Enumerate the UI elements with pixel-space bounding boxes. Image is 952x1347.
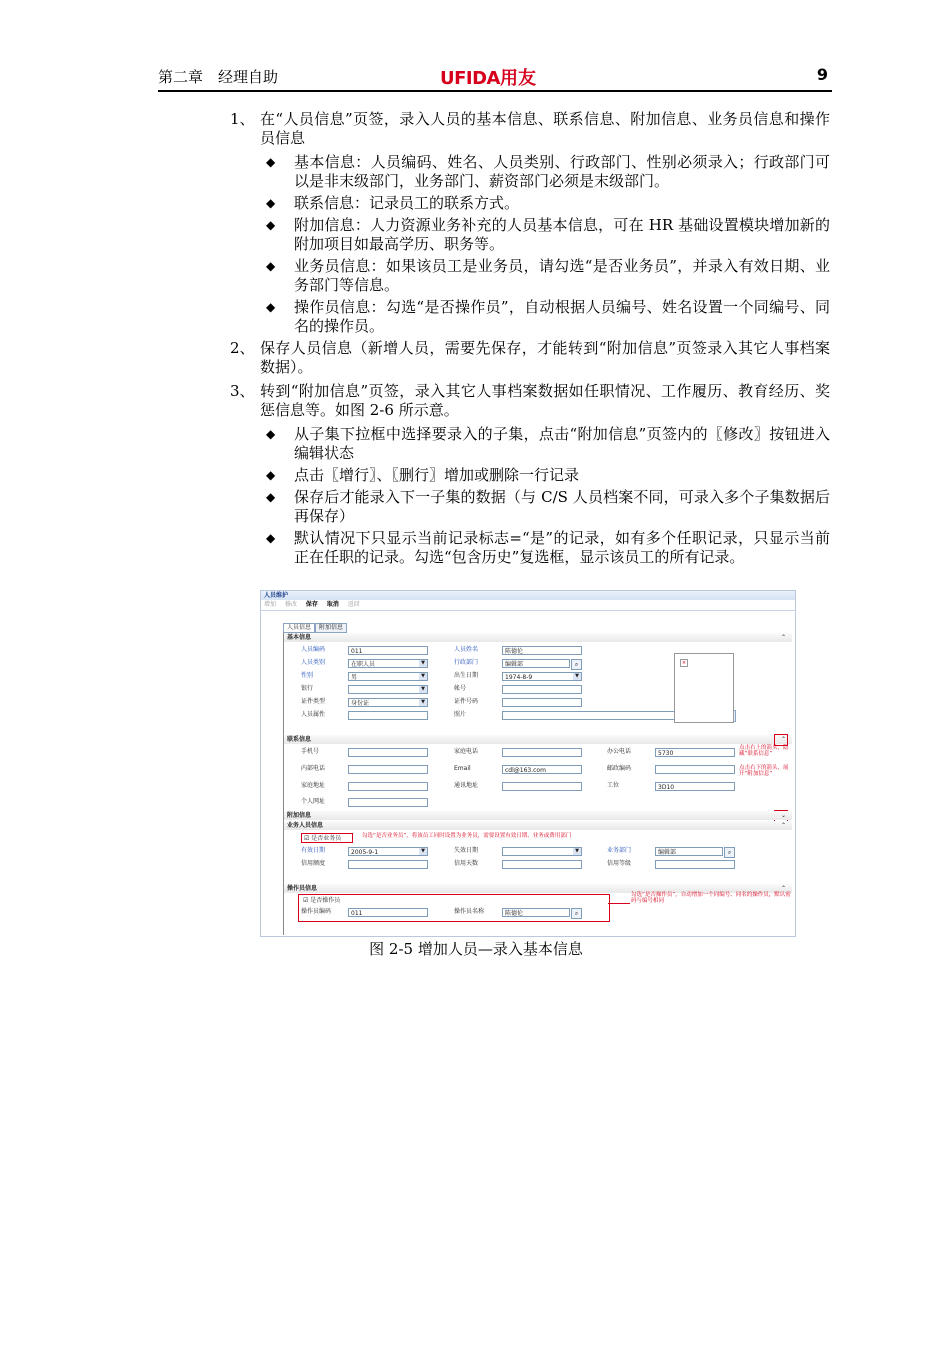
bullet-item: ◆ 基本信息：人员编码、姓名、人员类别、行政部门、性别必须录入；行政部门可以是非末级部门，业务部门、薪资部门必须是末级部门。 bbox=[266, 153, 830, 190]
section-operator: 操作员信息 ⌃ bbox=[284, 884, 792, 893]
list-item: 3、 转到“附加信息”页签，录入其它人事档案数据如任职情况、工作履历、教育经历、奖惩信息等。如图 2-6 所示意。 bbox=[230, 382, 830, 419]
dropdown-icon: ▼ bbox=[419, 673, 427, 680]
idtype-select[interactable]: 身份证 ▼ bbox=[348, 698, 428, 707]
window-title: 人员维护 bbox=[261, 591, 795, 600]
bullet-item: ◆ 联系信息：记录员工的联系方式。 bbox=[266, 194, 520, 212]
tab-person-info[interactable]: 人员信息 bbox=[283, 623, 315, 633]
ufida-logo: UFIDA用友 bbox=[440, 68, 536, 89]
person-name-input[interactable]: 陈德伦 bbox=[502, 646, 582, 655]
mail-addr-input[interactable] bbox=[502, 782, 582, 791]
home-addr-input[interactable] bbox=[348, 782, 428, 791]
page-header bbox=[158, 64, 832, 92]
search-icon[interactable]: ⌕ bbox=[571, 659, 582, 670]
label: 出生日期 bbox=[454, 672, 479, 679]
birthdate-picker[interactable]: 1974-8-9 ▼ bbox=[502, 672, 582, 681]
chapter-title: 第二章 经理自助 bbox=[158, 68, 279, 86]
label: 操作员名称 bbox=[454, 908, 485, 915]
expand-icon[interactable]: ⌄ bbox=[780, 812, 786, 819]
section-sales: 业务人员信息 ⌃ bbox=[284, 821, 792, 830]
dropdown-icon: ▼ bbox=[573, 848, 581, 855]
section-contact: 联系信息 ⌃ bbox=[284, 735, 792, 744]
dropdown-icon: ▼ bbox=[419, 848, 427, 855]
annotation-expand: 点击右下的箭头，展开“附加信息” bbox=[739, 765, 789, 777]
is-operator-checkbox[interactable]: ☑ 是否操作员 bbox=[303, 897, 341, 904]
annotation-operator: 勾选“是否操作员”，自动增加一个同编号、同名的操作员，默认密码与编号相同 bbox=[631, 892, 791, 904]
email-input[interactable]: cdl@163.com bbox=[502, 765, 582, 774]
label: 信用等级 bbox=[607, 860, 632, 867]
body-text bbox=[230, 110, 830, 570]
back-button[interactable]: 返回 bbox=[347, 601, 360, 608]
inner-phone-input[interactable] bbox=[348, 765, 428, 774]
credit-level-input[interactable] bbox=[655, 860, 735, 869]
list-item: 2、 保存人员信息（新增人员，需要先保存，才能转到“附加信息”页签录入其它人事档案数据）。 bbox=[230, 339, 830, 376]
bullet-item: ◆ 操作员信息：勾选“是否操作员”，自动根据人员编号、姓名设置一个同编号、同名的操作员。 bbox=[266, 298, 830, 335]
station-input[interactable]: 3D10 bbox=[655, 782, 735, 791]
label: 信用天数 bbox=[454, 860, 479, 867]
attr-input[interactable] bbox=[348, 711, 428, 720]
homepage-input[interactable] bbox=[348, 798, 428, 807]
label: 信用额度 bbox=[301, 860, 326, 867]
account-input[interactable] bbox=[502, 685, 582, 694]
label: 人员属性 bbox=[301, 711, 326, 718]
save-button[interactable]: 保存 bbox=[305, 601, 318, 608]
label: 证件号码 bbox=[454, 698, 479, 705]
credit-days-input[interactable] bbox=[502, 860, 582, 869]
label: 通讯地址 bbox=[454, 782, 479, 789]
collapse-icon[interactable]: ⌃ bbox=[780, 736, 786, 743]
list-item: 1、 在“人员信息”页签，录入人员的基本信息、联系信息、附加信息、业务员信息和操作员信息 bbox=[230, 110, 830, 147]
bank-select[interactable] bbox=[348, 685, 428, 694]
home-phone-input[interactable] bbox=[502, 748, 582, 757]
label: 人员类别 bbox=[301, 659, 326, 666]
figure-caption: 图 2-5 增加人员—录入基本信息 bbox=[369, 940, 583, 958]
annotation-sales: 勾选“是否业务员”，将该员工同时设置为业务员，需要设置有效日期、业务或费用部门 bbox=[362, 833, 572, 839]
section-basic: 基本信息 ⌃ bbox=[284, 633, 792, 642]
label: 失效日期 bbox=[454, 847, 479, 854]
annotation-line bbox=[608, 903, 630, 904]
bullet-item: ◆ 点击〖增行〗、〖删行〗增加或删除一行记录 bbox=[266, 466, 580, 484]
bullet-item: ◆ 保存后才能录入下一子集的数据（与 C/S 人员档案不同，可录入多个子集数据后再保存） bbox=[266, 488, 830, 525]
expire-date-picker[interactable] bbox=[502, 847, 582, 856]
label: 性别 bbox=[301, 672, 314, 679]
label: 人员编码 bbox=[301, 646, 326, 653]
bullet-item: ◆ 默认情况下只显示当前记录标志=“是”的记录，如有多个任职记录，只显示当前正在任职的记录。勾选“包含历史”复选框，显示该员工的所有记录。 bbox=[266, 529, 830, 566]
label: 工位 bbox=[607, 782, 620, 789]
label: 业务部门 bbox=[607, 847, 632, 854]
label: Email bbox=[454, 765, 471, 772]
sex-select[interactable]: 男 ▼ bbox=[348, 672, 428, 681]
label: 个人网址 bbox=[301, 798, 326, 805]
label: 有效日期 bbox=[301, 847, 326, 854]
office-phone-input[interactable]: 5730 bbox=[655, 748, 735, 757]
valid-date-picker[interactable]: 2005-9-1 ▼ bbox=[348, 847, 428, 856]
dropdown-icon: ▼ bbox=[419, 686, 427, 693]
person-form bbox=[283, 633, 792, 935]
label: 手机号 bbox=[301, 748, 320, 755]
dept-input[interactable]: 编辑部 bbox=[502, 659, 570, 668]
bullet-item: ◆ 附加信息：人力资源业务补充的人员基本信息，可在 HR 基础设置模块增加新的附加项目如最高学历、职务等。 bbox=[266, 216, 830, 253]
section-extra: 附加信息 ⌄ bbox=[284, 811, 792, 820]
photo-path-input[interactable] bbox=[502, 711, 694, 720]
zip-input[interactable] bbox=[655, 765, 735, 774]
dropdown-icon: ▼ bbox=[573, 673, 581, 680]
bullet-item: ◆ 从子集下拉框中选择要录入的子集，点击“附加信息”页签内的〖修改〗按钮进入编辑状态 bbox=[266, 425, 830, 462]
search-icon[interactable]: ⌕ bbox=[571, 908, 582, 919]
is-salesman-checkbox[interactable]: ☑ 是否业务员 bbox=[301, 833, 353, 843]
collapse-icon[interactable]: ⌃ bbox=[780, 885, 786, 892]
label: 家庭地址 bbox=[301, 782, 326, 789]
person-code-input[interactable]: 011 bbox=[348, 646, 428, 655]
collapse-icon[interactable]: ⌃ bbox=[780, 822, 786, 829]
dropdown-icon: ▼ bbox=[419, 660, 427, 667]
label: 家庭电话 bbox=[454, 748, 479, 755]
label: 银行 bbox=[301, 685, 314, 692]
operator-name-input[interactable]: 陈德伦 bbox=[502, 908, 570, 917]
idno-input[interactable] bbox=[502, 698, 582, 707]
bullet-item: ◆ 业务员信息：如果该员工是业务员，请勾选“是否业务员”，并录入有效日期、业务部门等信息。 bbox=[266, 257, 830, 294]
search-icon[interactable]: ⌕ bbox=[724, 847, 735, 858]
label: 办公电话 bbox=[607, 748, 632, 755]
toolbar bbox=[261, 600, 795, 611]
add-button[interactable]: 增加 bbox=[264, 601, 277, 608]
cancel-button[interactable]: 取消 bbox=[326, 601, 339, 608]
label: 内部电话 bbox=[301, 765, 326, 772]
mobile-input[interactable] bbox=[348, 748, 428, 757]
label: 帐号 bbox=[454, 685, 467, 692]
annotation-box bbox=[774, 734, 788, 746]
label: 人员姓名 bbox=[454, 646, 479, 653]
broken-image-icon: × bbox=[681, 660, 687, 666]
person-maintenance-screenshot bbox=[260, 590, 796, 937]
person-type-select[interactable]: 在职人员 ▼ bbox=[348, 659, 428, 668]
dropdown-icon: ▼ bbox=[419, 699, 427, 706]
annotation-collapse: 点击右上的箭头，隐藏“联系信息” bbox=[739, 745, 789, 757]
edit-button[interactable]: 修改 bbox=[284, 601, 297, 608]
tab-extra-info[interactable]: 附加信息 bbox=[315, 623, 347, 633]
page-number: 9 bbox=[816, 65, 828, 84]
operator-code-input[interactable]: 011 bbox=[348, 908, 428, 917]
label: 操作员编码 bbox=[301, 908, 332, 915]
collapse-icon[interactable]: ⌃ bbox=[780, 634, 786, 641]
label: 邮政编码 bbox=[607, 765, 632, 772]
tab-bar bbox=[283, 623, 347, 632]
label: 行政部门 bbox=[454, 659, 479, 666]
label: 证件类型 bbox=[301, 698, 326, 705]
biz-dept-input[interactable]: 编辑部 bbox=[655, 847, 723, 856]
credit-amount-input[interactable] bbox=[348, 860, 428, 869]
label: 照片 bbox=[454, 711, 467, 718]
photo-box bbox=[674, 653, 734, 723]
